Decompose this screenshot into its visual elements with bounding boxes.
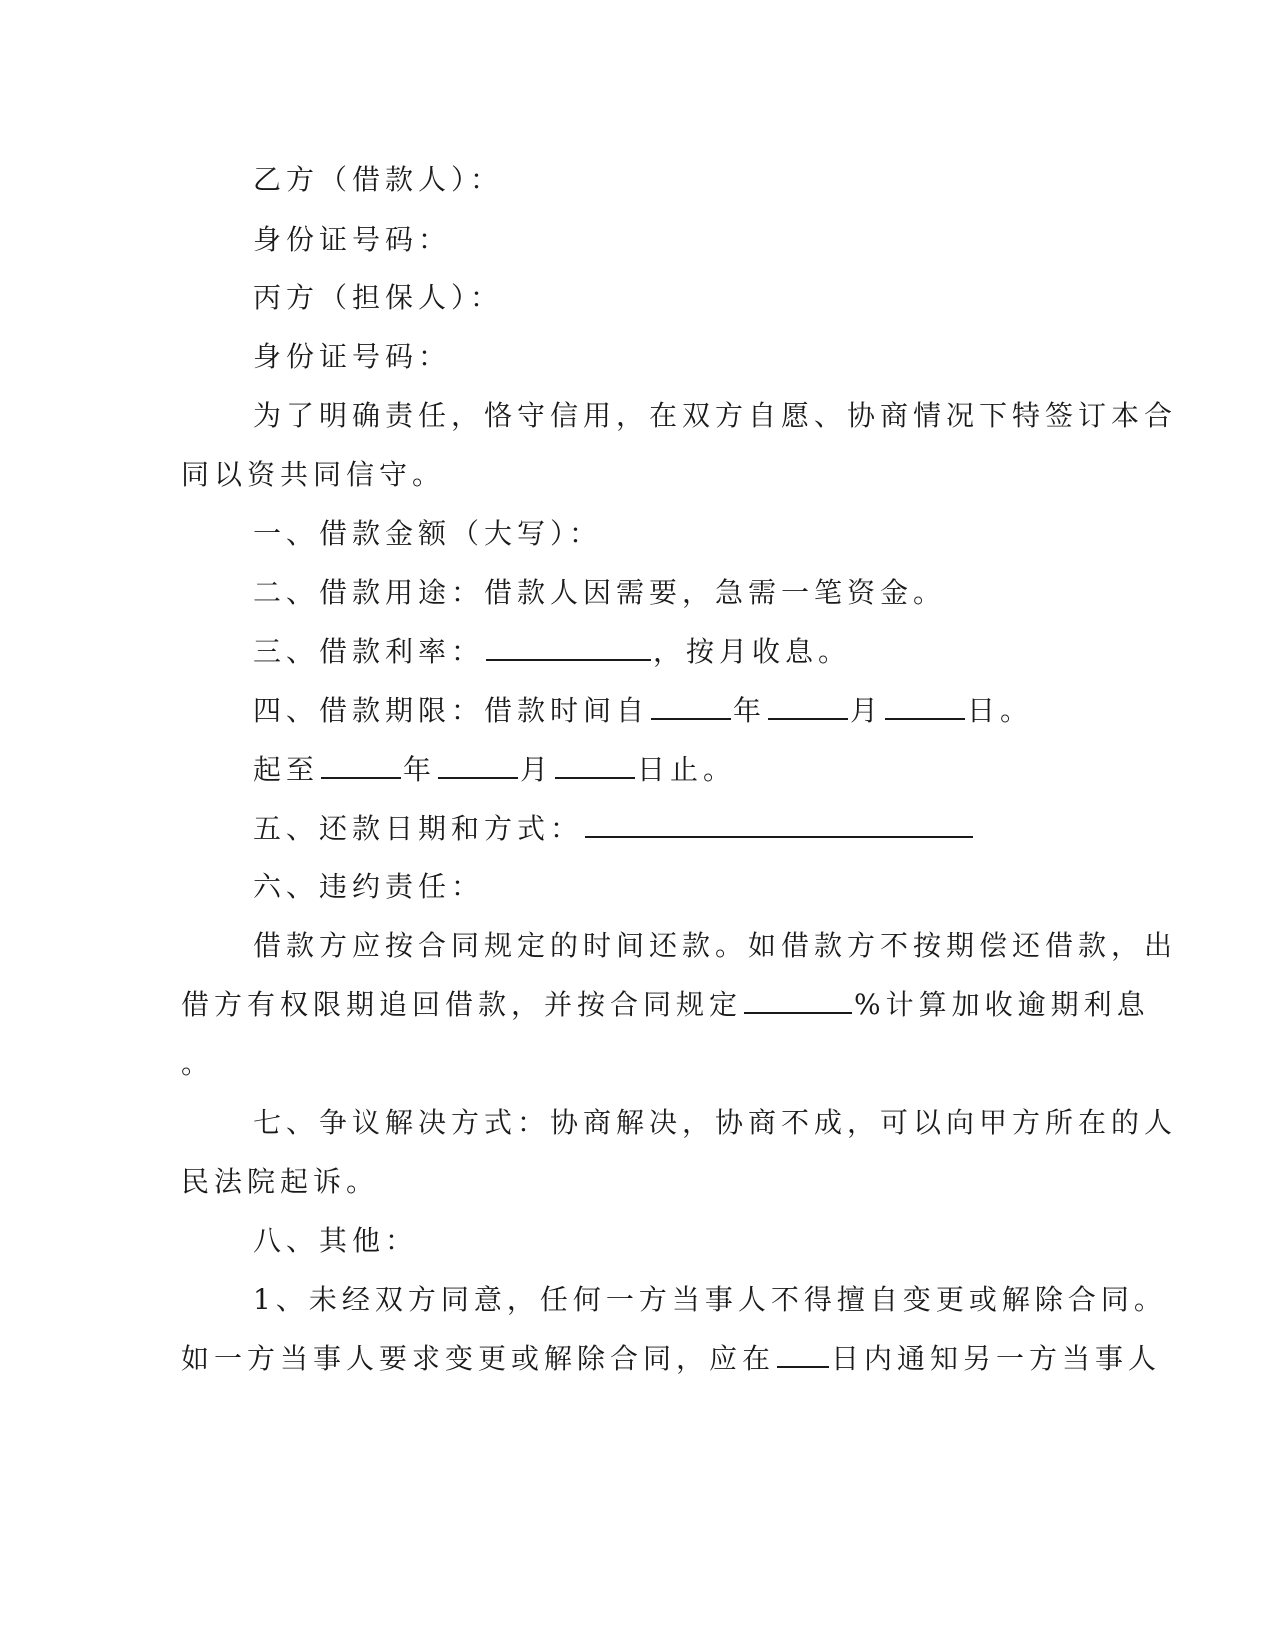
end-month-label: 月 [520,753,554,786]
breach-line-3: 。 [181,1047,215,1080]
repayment-blank [585,810,973,838]
clause-3-rate [253,632,851,672]
day-end-label: 日。 [967,694,1034,727]
breach-line-1: 借款方应按合同规定的时间还款。如借款方不按期偿还借款，出 [253,929,1178,962]
start-year-blank [651,692,731,720]
clause-8-other: 八、其他： [253,1224,419,1257]
period-end-label: 日止。 [637,753,737,786]
breach-2-prefix: 借方有权限期追回借款，并按合同规定 [181,988,743,1021]
preamble-line-2: 同以资共同信守。 [181,458,446,491]
clause-3-suffix: ，按月收息。 [653,635,852,668]
year-label: 年 [733,694,767,727]
end-year-label: 年 [403,753,437,786]
other-2-suffix: 日内通知另一方当事人 [831,1342,1162,1375]
party-c-id-line: 身份证号码： [253,340,452,373]
clause-2-purpose: 二、借款用途：借款人因需要，急需一笔资金。 [253,576,947,609]
clause-1-amount: 一、借款金额（大写）： [253,517,603,550]
month-label: 月 [850,694,884,727]
preamble-line-1: 为了明确责任，恪守信用，在双方自愿、协商情况下特签订本合 [253,399,1178,432]
rate-blank [486,633,651,661]
clause-6-breach: 六、违约责任： [253,870,485,903]
term-end-line [253,750,736,790]
start-day-blank [885,692,965,720]
end-month-blank [438,751,518,779]
other-2-prefix: 如一方当事人要求变更或解除合同，应在 [181,1342,776,1375]
clause-3-prefix: 三、借款利率： [253,635,485,668]
percentage-blank [744,986,852,1014]
end-day-blank [555,751,635,779]
other-line-2 [181,1339,1161,1379]
notice-days-blank [777,1340,829,1368]
clause-7-line-2: 民法院起诉。 [181,1165,380,1198]
party-b-line: 乙方（借款人）： [253,163,504,196]
period-start-label: 起至 [253,753,320,786]
party-b-id-line: 身份证号码： [253,223,452,256]
breach-2-suffix: %计算加收逾期利息 [854,988,1150,1021]
clause-5-label: 五、还款日期和方式： [253,812,584,845]
clause-5-repayment [253,809,975,849]
breach-line-2 [181,985,1150,1025]
party-c-line: 丙方（担保人）： [253,281,504,314]
clause-7-line-1: 七、争议解决方式：协商解决，协商不成，可以向甲方所在的人 [253,1106,1178,1139]
clause-4-prefix: 四、借款期限：借款时间自 [253,694,650,727]
clause-4-term [253,691,1033,731]
other-line-1: 1、未经双方同意，任何一方当事人不得擅自变更或解除合同。 [253,1283,1167,1316]
start-month-blank [768,692,848,720]
end-year-blank [321,751,401,779]
